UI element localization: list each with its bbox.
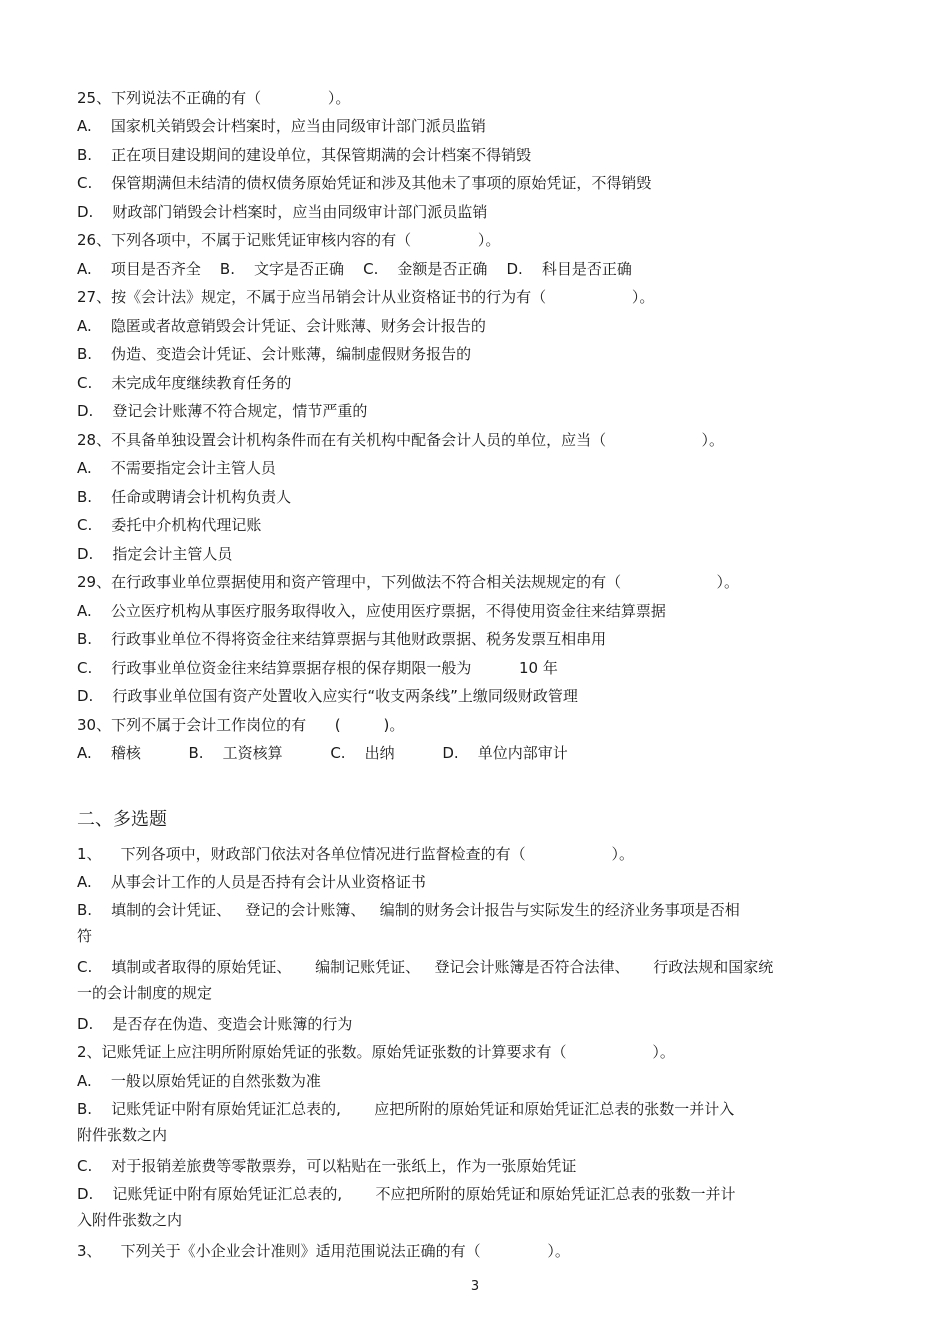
option-a: A. 不需要指定会计主管人员 bbox=[77, 459, 276, 477]
option-c: C. 未完成年度继续教育任务的 bbox=[77, 374, 292, 392]
option-b: B. 填制的会计凭证、 登记的会计账簿、 编制的财务会计报告与实际发生的经济业务事项是否相 bbox=[77, 901, 740, 919]
page-number: 3 bbox=[470, 1279, 480, 1294]
option-d: D. 行政事业单位国有资产处置收入应实行“收支两条线”上缴同级财政管理 bbox=[77, 687, 578, 705]
option-d: D. 是否存在伪造、变造会计账簿的行为 bbox=[77, 1015, 353, 1033]
option-b: B. 伪造、变造会计凭证、会计账薄，编制虚假财务报告的 bbox=[77, 345, 472, 363]
options-row: A. 稽核 B. 工资核算 C. 出纳 D. 单位内部审计 bbox=[77, 744, 568, 762]
question-30: 30、下列不属于会计工作岗位的有 ( )。 bbox=[77, 716, 405, 734]
question-m2: 2、记账凭证上应注明所附原始凭证的张数。原始凭证张数的计算要求有（ ）。 bbox=[77, 1043, 675, 1061]
option-c-cont: 一的会计制度的规定 bbox=[77, 984, 213, 1002]
question-25: 25、下列说法不正确的有（ ）。 bbox=[77, 89, 351, 107]
option-d: D. 登记会计账薄不符合规定，情节严重的 bbox=[77, 402, 368, 420]
question-m1: 1、 下列各项中，财政部门依法对各单位情况进行监督检查的有（ ）。 bbox=[77, 845, 634, 863]
option-d-cont: 入附件张数之内 bbox=[77, 1211, 183, 1229]
option-c: C. 行政事业单位资金往来结算票据存根的保存期限一般为 10 年 bbox=[77, 659, 558, 677]
question-26: 26、下列各项中，不属于记账凭证审核内容的有（ ）。 bbox=[77, 231, 501, 249]
option-b: B. 任命或聘请会计机构负责人 bbox=[77, 488, 292, 506]
option-d: D. 指定会计主管人员 bbox=[77, 545, 233, 563]
question-29: 29、在行政事业单位票据使用和资产管理中，下列做法不符合相关法规规定的有（ ）。 bbox=[77, 573, 739, 591]
option-b-cont: 附件张数之内 bbox=[77, 1126, 168, 1144]
section-title: 二、多选题 bbox=[77, 809, 167, 830]
question-28: 28、不具备单独设置会计机构条件而在有关机构中配备会计人员的单位，应当（ ）。 bbox=[77, 431, 724, 449]
option-b: B. 记账凭证中附有原始凭证汇总表的, 应把所附的原始凭证和原始凭证汇总表的张数一并计入 bbox=[77, 1100, 735, 1118]
option-c: C. 委托中介机构代理记账 bbox=[77, 516, 262, 534]
option-a: A. 隐匿或者故意销毁会计凭证、会计账薄、财务会计报告的 bbox=[77, 317, 486, 335]
option-b: B. 行政事业单位不得将资金往来结算票据与其他财政票据、税务发票互相串用 bbox=[77, 630, 607, 648]
options-row: A. 项目是否齐全 B. 文字是否正确 C. 金额是否正确 D. 科目是否正确 bbox=[77, 260, 632, 278]
option-b-cont: 符 bbox=[77, 927, 93, 945]
option-a: A. 从事会计工作的人员是否持有会计从业资格证书 bbox=[77, 873, 426, 891]
option-a: A. 一般以原始凭证的自然张数为准 bbox=[77, 1072, 321, 1090]
question-27: 27、按《会计法》规定，不属于应当吊销会计从业资格证书的行为有（ ）。 bbox=[77, 288, 655, 306]
option-c: C. 保管期满但未结清的债权债务原始凭证和涉及其他未了事项的原始凭证，不得销毁 bbox=[77, 174, 652, 192]
option-a: A. 国家机关销毁会计档案时，应当由同级审计部门派员监销 bbox=[77, 117, 486, 135]
option-b: B. 正在项目建设期间的建设单位，其保管期满的会计档案不得销毁 bbox=[77, 146, 532, 164]
option-d: D. 记账凭证中附有原始凭证汇总表的, 不应把所附的原始凭证和原始凭证汇总表的张数一并计 bbox=[77, 1185, 736, 1203]
option-c: C. 对于报销差旅费等零散票券，可以粘贴在一张纸上，作为一张原始凭证 bbox=[77, 1157, 577, 1175]
question-m3: 3、 下列关于《小企业会计准则》适用范围说法正确的有（ ）。 bbox=[77, 1242, 570, 1260]
option-c: C. 填制或者取得的原始凭证、 编制记账凭证、 登记会计账簿是否符合法律、 行政法规和国家统 bbox=[77, 958, 774, 976]
option-d: D. 财政部门销毁会计档案时，应当由同级审计部门派员监销 bbox=[77, 203, 488, 221]
option-a: A. 公立医疗机构从事医疗服务取得收入，应使用医疗票据，不得使用资金往来结算票据 bbox=[77, 602, 666, 620]
